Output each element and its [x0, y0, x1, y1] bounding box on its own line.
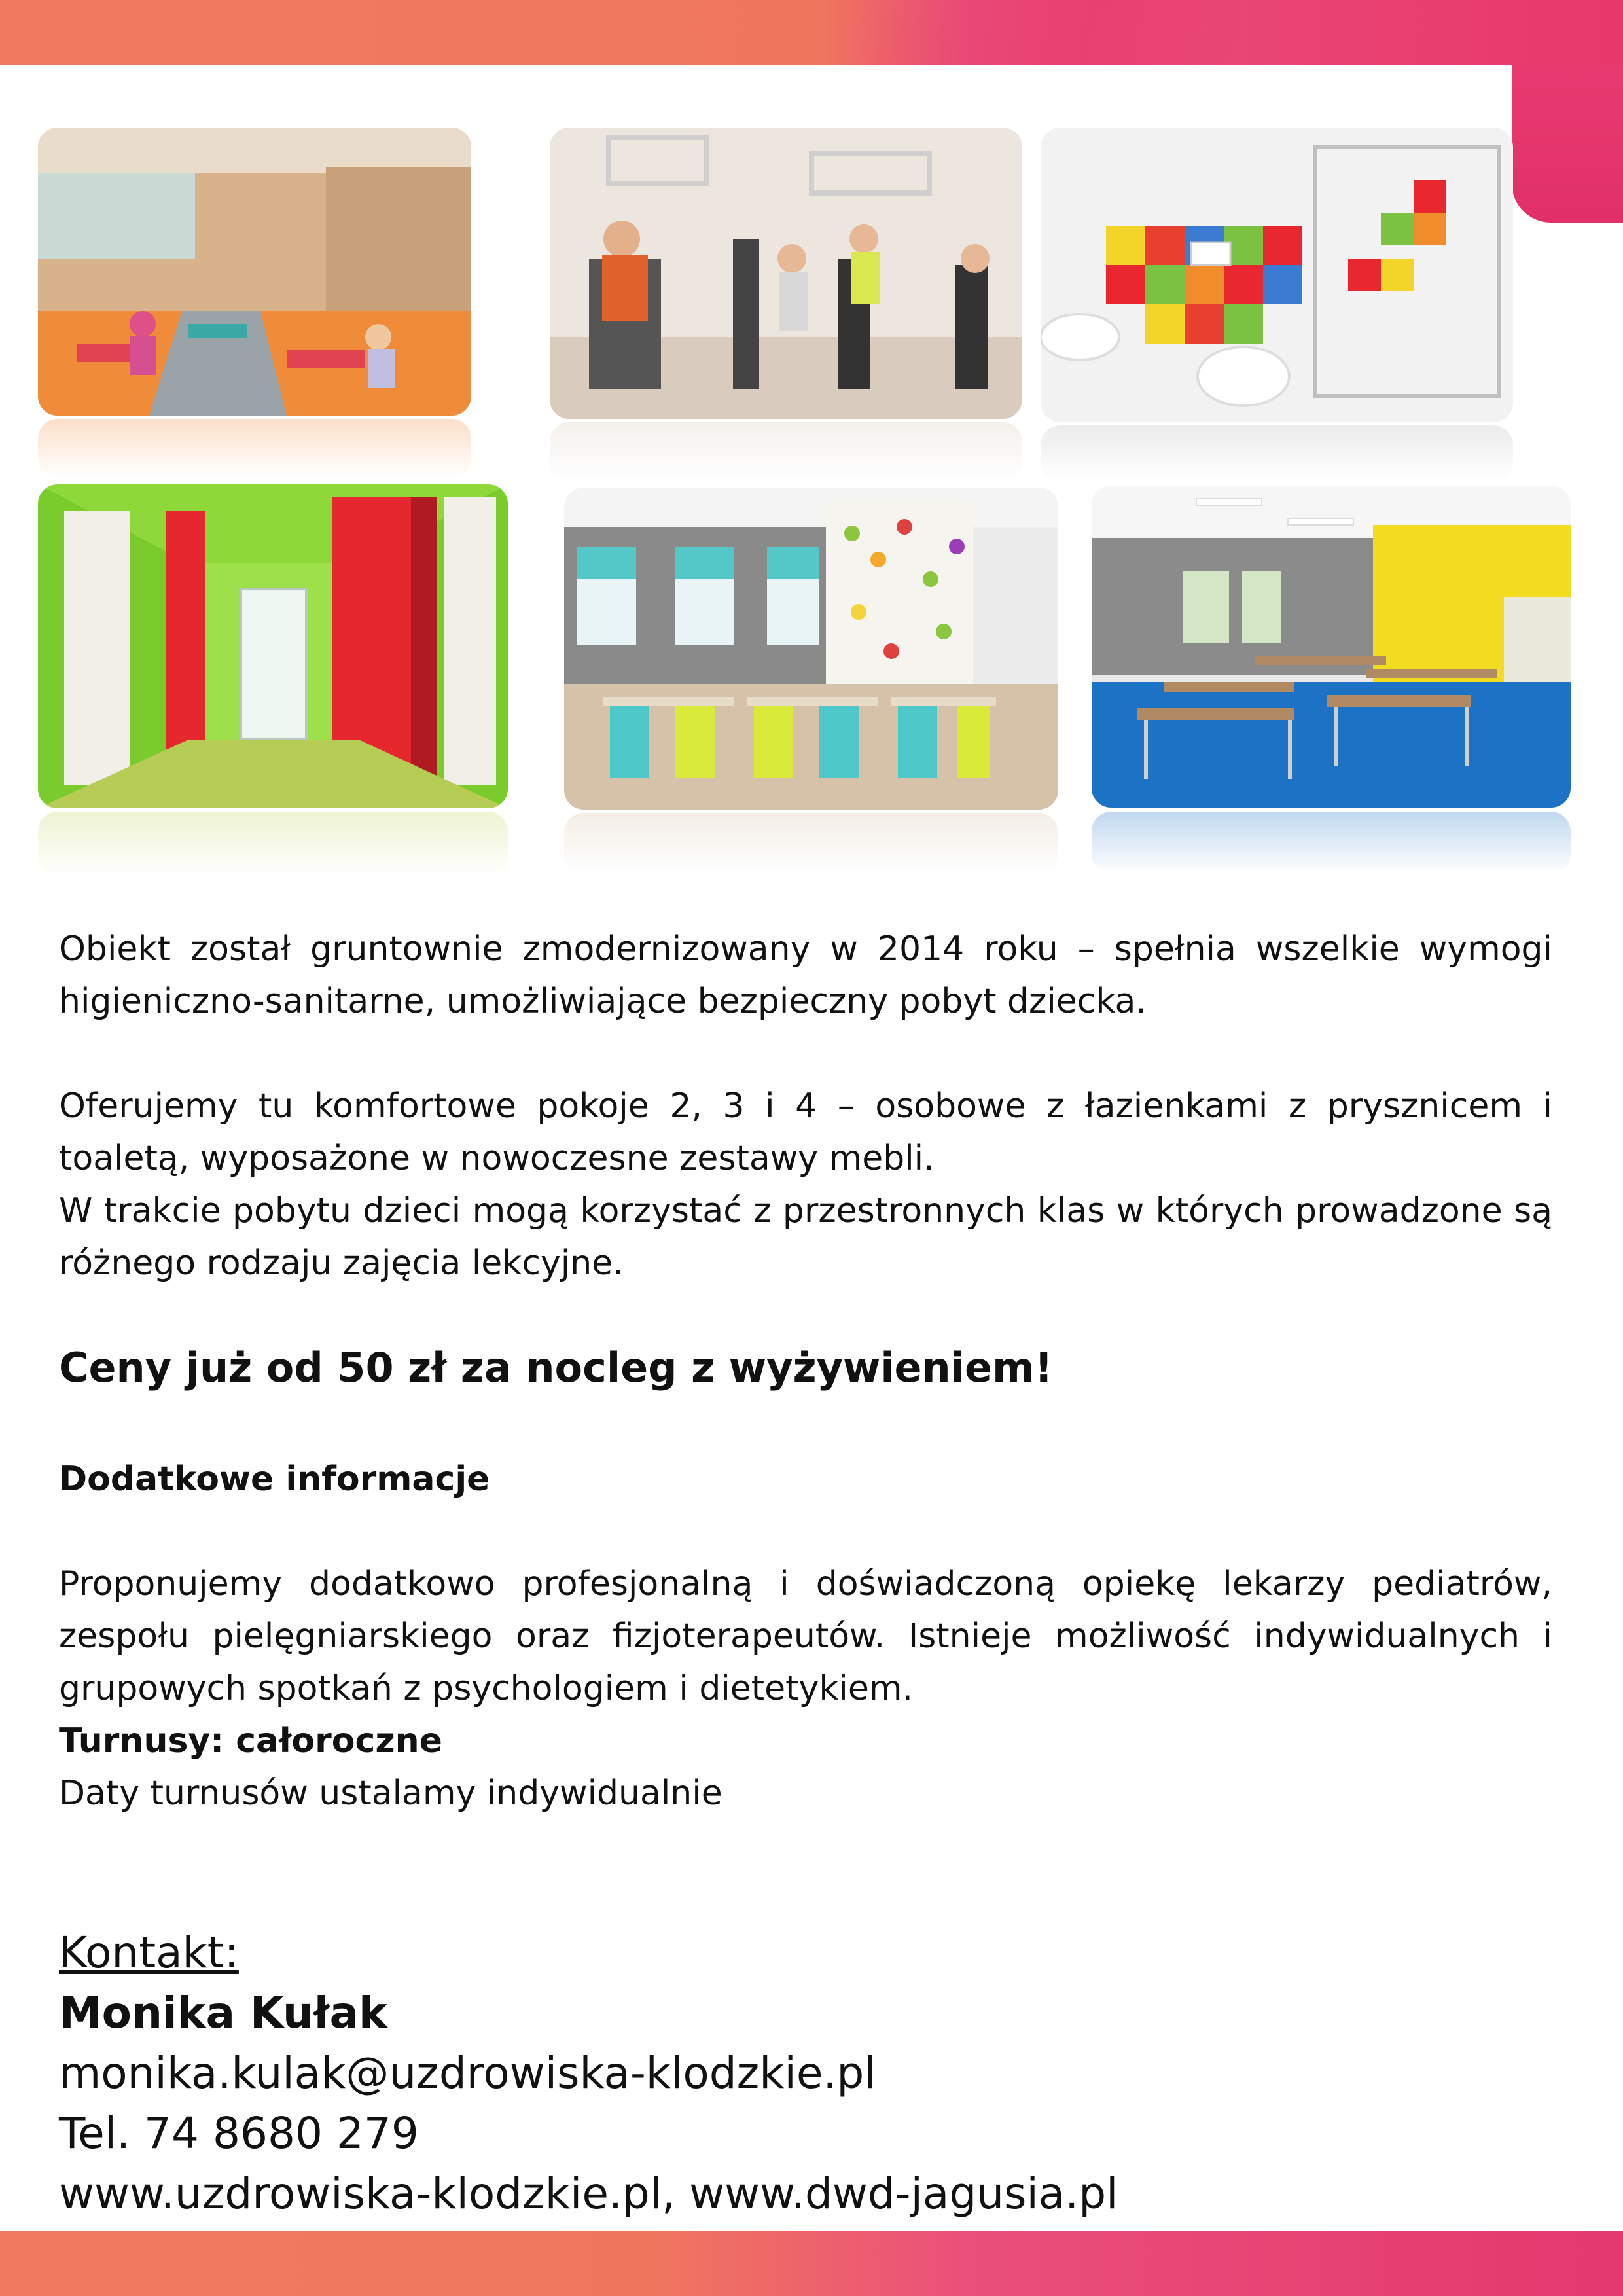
- extra-info-paragraph: [59, 1558, 1552, 1820]
- photo-fitness-room-reflection: [550, 422, 1022, 481]
- medical-care-text: Proponujemy dodatkowo profesjonalną i doświadczoną opiekę lekarzy pediatrów, zespołu pielęgniarskiego oraz fizjoterapeutów. Istnieje możliwość indywidualnych i grupowych spotkań z psychologiem i dietetykiem.: [59, 1564, 1552, 1708]
- classes-text: W trakcie pobytu dzieci mogą korzystać z przestronnych klas w których prowadzone są różnego rodzaju zajęcia lekcyjne.: [59, 1191, 1552, 1283]
- photo-dining-room: [564, 488, 1058, 810]
- contact-label: Kontakt:: [59, 1928, 239, 1978]
- photo-dining-room-reflection: [564, 813, 1058, 875]
- photo-green-corridor-reflection: [38, 812, 508, 877]
- price-headline: [59, 1342, 1552, 1394]
- contact-websites-links[interactable]: www.uzdrowiska-klodzkie.pl, www.dwd-jagusia.pl: [59, 2168, 1118, 2219]
- photo-gym-hall-reflection: [38, 419, 471, 478]
- extra-info-heading-text: Dodatkowe informacje: [59, 1460, 490, 1499]
- right-decorative-tab: [1512, 65, 1623, 223]
- rooms-text: Oferujemy tu komfortowe pokoje 2, 3 i 4 – osobowe z łazienkami z prysznicem i toaletą, wyposażone w nowoczesne zestawy mebli.: [59, 1086, 1552, 1178]
- contact-block: [59, 1923, 1552, 2224]
- photo-bathroom: [1041, 128, 1513, 422]
- contact-phone: Tel. 74 8680 279: [59, 2108, 419, 2159]
- contact-email-link[interactable]: monika.kulak@uzdrowiska-klodzkie.pl: [59, 2048, 876, 2098]
- photo-green-corridor: [38, 484, 508, 808]
- rooms-paragraph: [59, 1080, 1552, 1289]
- dates-text: Daty turnusów ustalamy indywidualnie: [59, 1774, 722, 1813]
- photo-bathroom-reflection: [1041, 425, 1513, 481]
- photo-fitness-room: [550, 128, 1022, 419]
- photo-classroom-reflection: [1092, 812, 1571, 874]
- intro-paragraph: [59, 923, 1552, 1028]
- contact-name: Monika Kułak: [59, 1988, 387, 2038]
- bottom-decorative-band: [0, 2231, 1623, 2296]
- price-text: Ceny już od 50 zł za nocleg z wyżywieniem!: [59, 1344, 1053, 1391]
- top-decorative-band: [0, 0, 1623, 65]
- photo-classroom: [1092, 486, 1571, 808]
- intro-text: Obiekt został gruntownie zmodernizowany w 2014 roku – spełnia wszelkie wymogi higieniczno-sanitarne, umożliwiające bezpieczny pobyt dziecka.: [59, 929, 1552, 1021]
- photo-gym-hall: [38, 128, 471, 416]
- extra-info-heading: [59, 1453, 1552, 1505]
- turnusy-text: Turnusy: całoroczne: [59, 1721, 442, 1761]
